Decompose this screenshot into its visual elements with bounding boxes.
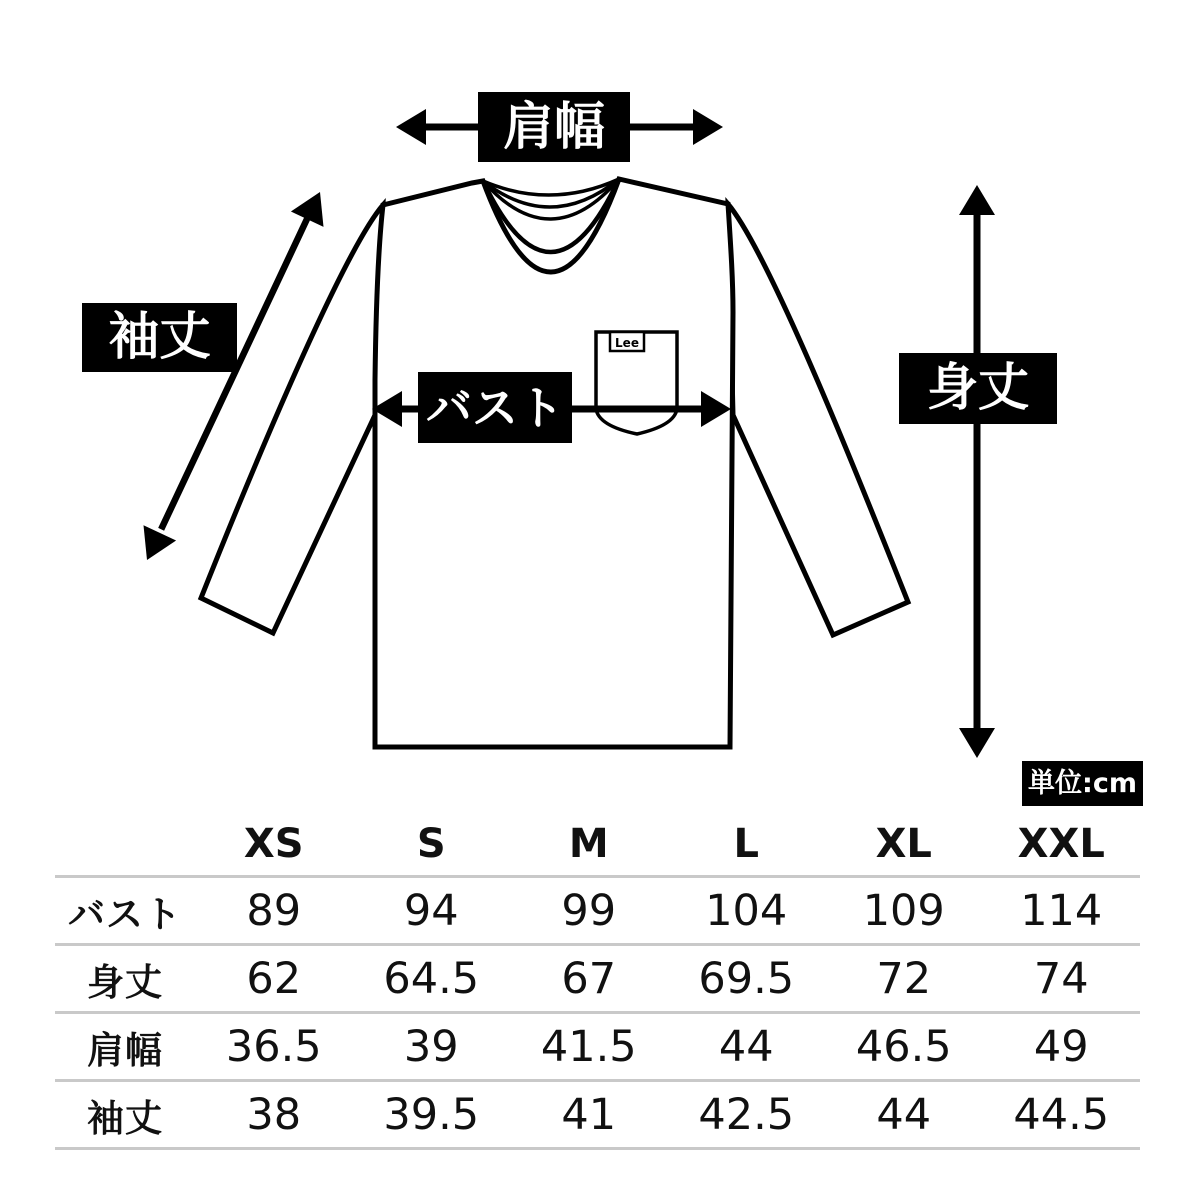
shoulder-width-label: 肩幅 (478, 92, 630, 162)
value-cell: 49 (1033, 1021, 1089, 1072)
value-cell: 41 (561, 1089, 617, 1140)
value-cell: 104 (705, 885, 788, 936)
value-cell: 69.5 (698, 953, 795, 1004)
value-cell: 36.5 (225, 1021, 322, 1072)
value-cell: 39.5 (383, 1089, 480, 1140)
row-label: 肩幅 (87, 1028, 163, 1072)
row-label: 袖丈 (87, 1096, 163, 1140)
column-header-xxl: XXL (1017, 821, 1105, 867)
value-cell: 44.5 (1013, 1089, 1110, 1140)
body-length-arrow (959, 185, 995, 758)
row-label: 身丈 (87, 960, 163, 1004)
value-cell: 39 (403, 1021, 459, 1072)
table-row (55, 875, 1140, 943)
body-length-label: 身丈 (899, 353, 1057, 424)
value-cell: 46.5 (855, 1021, 952, 1072)
table-row (55, 943, 1140, 1011)
value-cell: 44 (718, 1021, 774, 1072)
value-cell: 62 (246, 953, 302, 1004)
column-header-s: S (416, 821, 446, 867)
value-cell: 89 (246, 885, 302, 936)
column-header-m: M (568, 821, 609, 867)
right-sleeve (728, 204, 908, 635)
value-cell: 67 (561, 953, 617, 1004)
column-header-xs: XS (243, 821, 304, 867)
value-cell: 72 (876, 953, 932, 1004)
column-header-l: L (733, 821, 759, 867)
value-cell: 42.5 (698, 1089, 795, 1140)
value-cell: 64.5 (383, 953, 480, 1004)
left-sleeve (201, 205, 383, 633)
value-cell: 114 (1020, 885, 1103, 936)
value-cell: 94 (403, 885, 459, 936)
value-cell: 41.5 (540, 1021, 637, 1072)
value-cell: 38 (246, 1089, 302, 1140)
column-header-xl: XL (875, 821, 932, 867)
bust-label: バスト (418, 372, 572, 443)
table-row (55, 1079, 1140, 1147)
value-cell: 44 (876, 1089, 932, 1140)
table-header-row (55, 813, 1140, 875)
unit-label: 単位:cm (1022, 761, 1143, 806)
table-row (55, 1011, 1140, 1079)
shirt-body (375, 179, 733, 747)
value-cell: 99 (561, 885, 617, 936)
pocket-brand-text: Lee (615, 336, 639, 350)
sleeve-length-label: 袖丈 (82, 303, 237, 372)
size-table (55, 813, 1140, 1150)
row-label: バスト (68, 892, 182, 936)
value-cell: 74 (1033, 953, 1089, 1004)
value-cell: 109 (862, 885, 945, 936)
